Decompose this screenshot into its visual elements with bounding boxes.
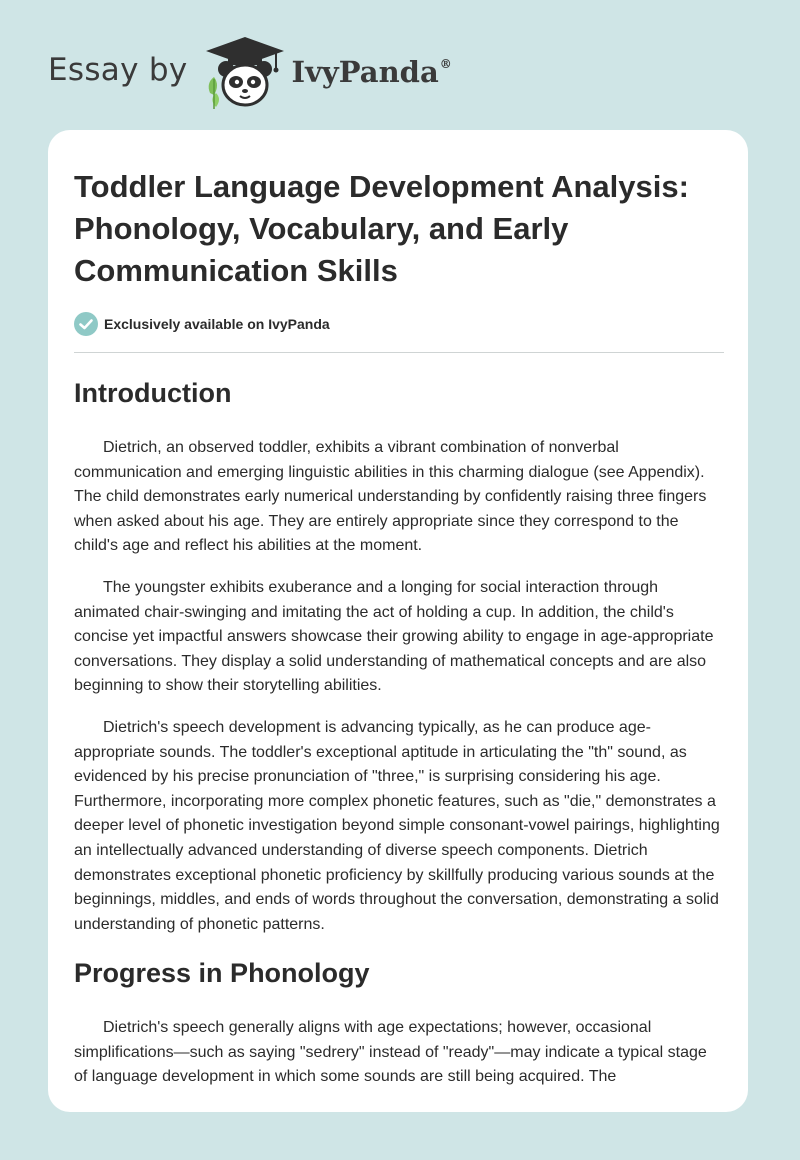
check-circle-icon xyxy=(74,312,98,336)
paragraph: Dietrich's speech generally aligns with age expectations; however, occasional simplifications—such as saying "sedrery" instead of "ready"—may indicate a typical stage of language development in which some sounds are still being acquired. The xyxy=(74,1019,707,1086)
site-header xyxy=(48,34,508,114)
exclusive-badge-label: Exclusively available on IvyPanda xyxy=(104,316,330,332)
registered-mark: ® xyxy=(439,57,452,71)
essay-card xyxy=(48,130,748,1112)
section-heading-progress-in-phonology: Progress in Phonology xyxy=(74,958,370,989)
essay-content xyxy=(74,166,724,1090)
paragraph: The youngster exhibits exuberance and a longing for social interaction through animated chair-swinging and imitating the act of holding a cup. In addition, the child's concise yet impactful answers showcase their growing ability to engage in age-appropriate conversations. They display a solid understanding of mathematical concepts and are also beginning to show their storytelling abilities. xyxy=(74,578,714,695)
paragraph: Dietrich's speech development is advancing typically, as he can produce age-appropriate sounds. The toddler's exceptional aptitude in articulating the "th" sound, as evidenced by his precise pronunciation of "three," is surprising considering his age. Furthermore, incorporating more complex phonetic features, such as "die," demonstrates a deeper level of phonetic investigation beyond simple consonant-vowel pairings, highlighting an intellectually advanced understanding of diverse speech components. Dietrich demonstrates exceptional phonetic proficiency by skillfully producing various sounds at the beginnings, middles, and ends of words throughout the conversation, demonstrating a solid understanding of phonetic patterns. xyxy=(74,718,720,933)
paragraph: Dietrich, an observed toddler, exhibits a vibrant combination of nonverbal communication and emerging linguistic abilities in this charming dialogue (see Appendix). The child demonstrates early numerical understanding by confidently raising three fingers when asked about his age. They are entirely appropriate since they correspond to the child's age and reflect his abilities at the moment. xyxy=(74,439,707,555)
title-divider xyxy=(74,352,724,353)
exclusive-badge xyxy=(74,311,724,337)
brand-name-text: IvyPanda xyxy=(291,55,439,89)
essay-by-label: Essay by xyxy=(48,52,188,88)
section-heading-introduction: Introduction xyxy=(74,378,232,408)
essay-title: Toddler Language Development Analysis: Phonology, Vocabulary, and Early Communication Skills xyxy=(74,169,689,288)
panda-graduate-icon[interactable] xyxy=(204,35,286,116)
ivypanda-brand-name[interactable] xyxy=(292,55,452,89)
